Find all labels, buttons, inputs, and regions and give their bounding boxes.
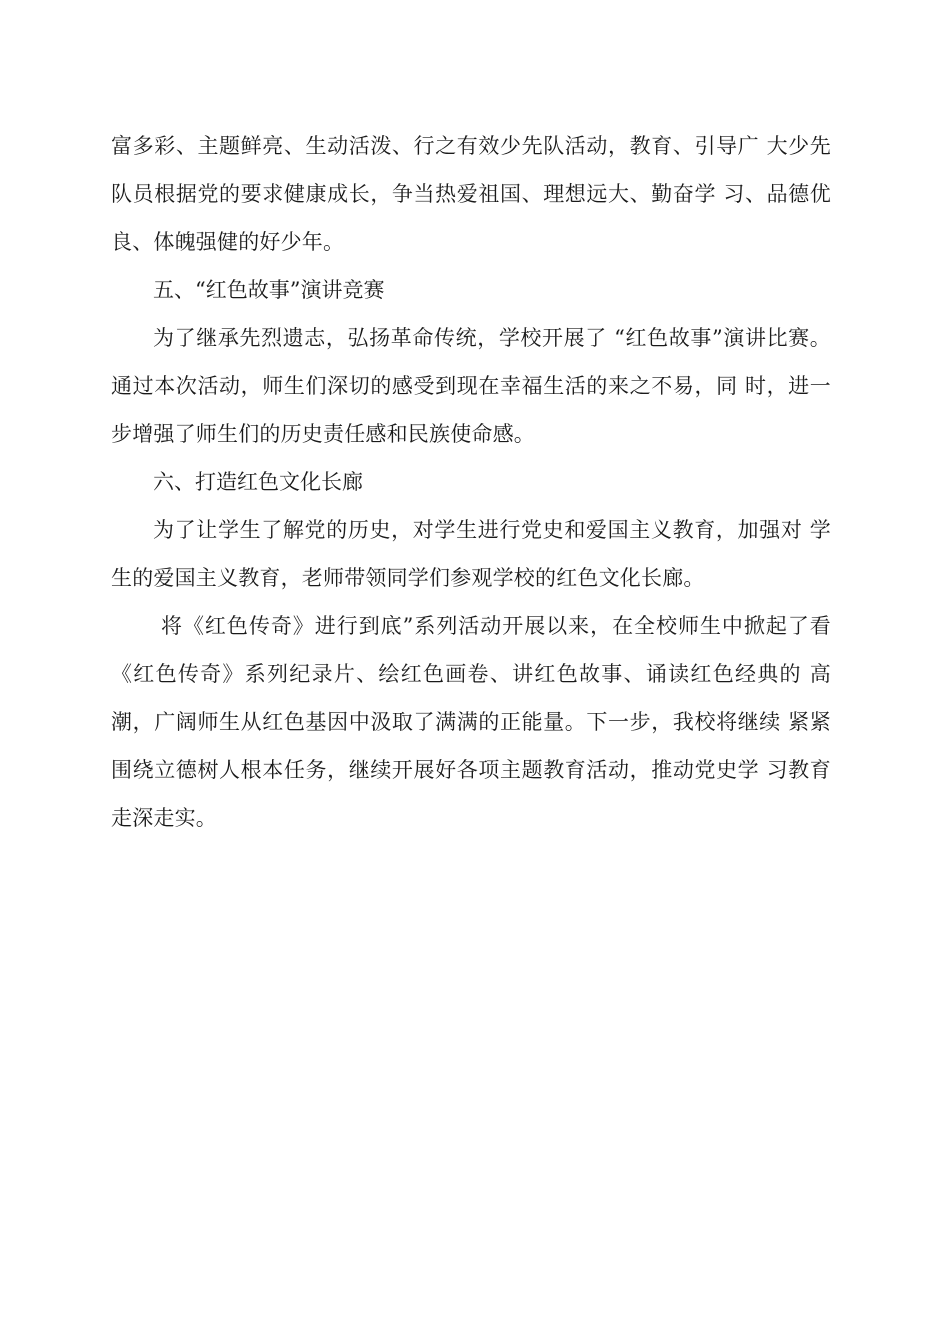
document-body <box>111 122 831 842</box>
paragraph-intro-continuation: 富多彩、主题鲜亮、生动活泼、行之有效少先队活动，教育、引导广 大少先队员根据党的要求健康成长，争当热爱祖国、理想远大、勤奋学 习、品德优良、体魄强健的好少年。 <box>111 134 831 254</box>
paragraph-summary: 将《红色传奇》进行到底”系列活动开展以来，在全校师生中掀起了看《红色传奇》系列纪录片、绘红色画卷、讲红色故事、诵读红色经典的 高潮，广阔师生从红色基因中汲取了满满的正能量。下一步，我校将继续 紧紧围绕立德树人根本任务，继续开展好各项主题教育活动，推动党史学 习教育走深走实。 <box>111 614 831 830</box>
section-heading-five: 五、“红色故事”演讲竞赛 <box>153 278 385 302</box>
paragraph-red-culture-corridor: 为了让学生了解党的历史，对学生进行党史和爱国主义教育，加强对 学生的爱国主义教育，老师带领同学们参观学校的红色文化长廊。 <box>111 518 831 590</box>
paragraph-red-story-contest: 为了继承先烈遗志，弘扬革命传统，学校开展了 “红色故事”演讲比赛。通过本次活动，师生们深切的感受到现在幸福生活的来之不易，同 时，进一步增强了师生们的历史责任感和民族使命感。 <box>111 326 831 446</box>
section-heading-six: 六、打造红色文化长廊 <box>153 470 363 494</box>
